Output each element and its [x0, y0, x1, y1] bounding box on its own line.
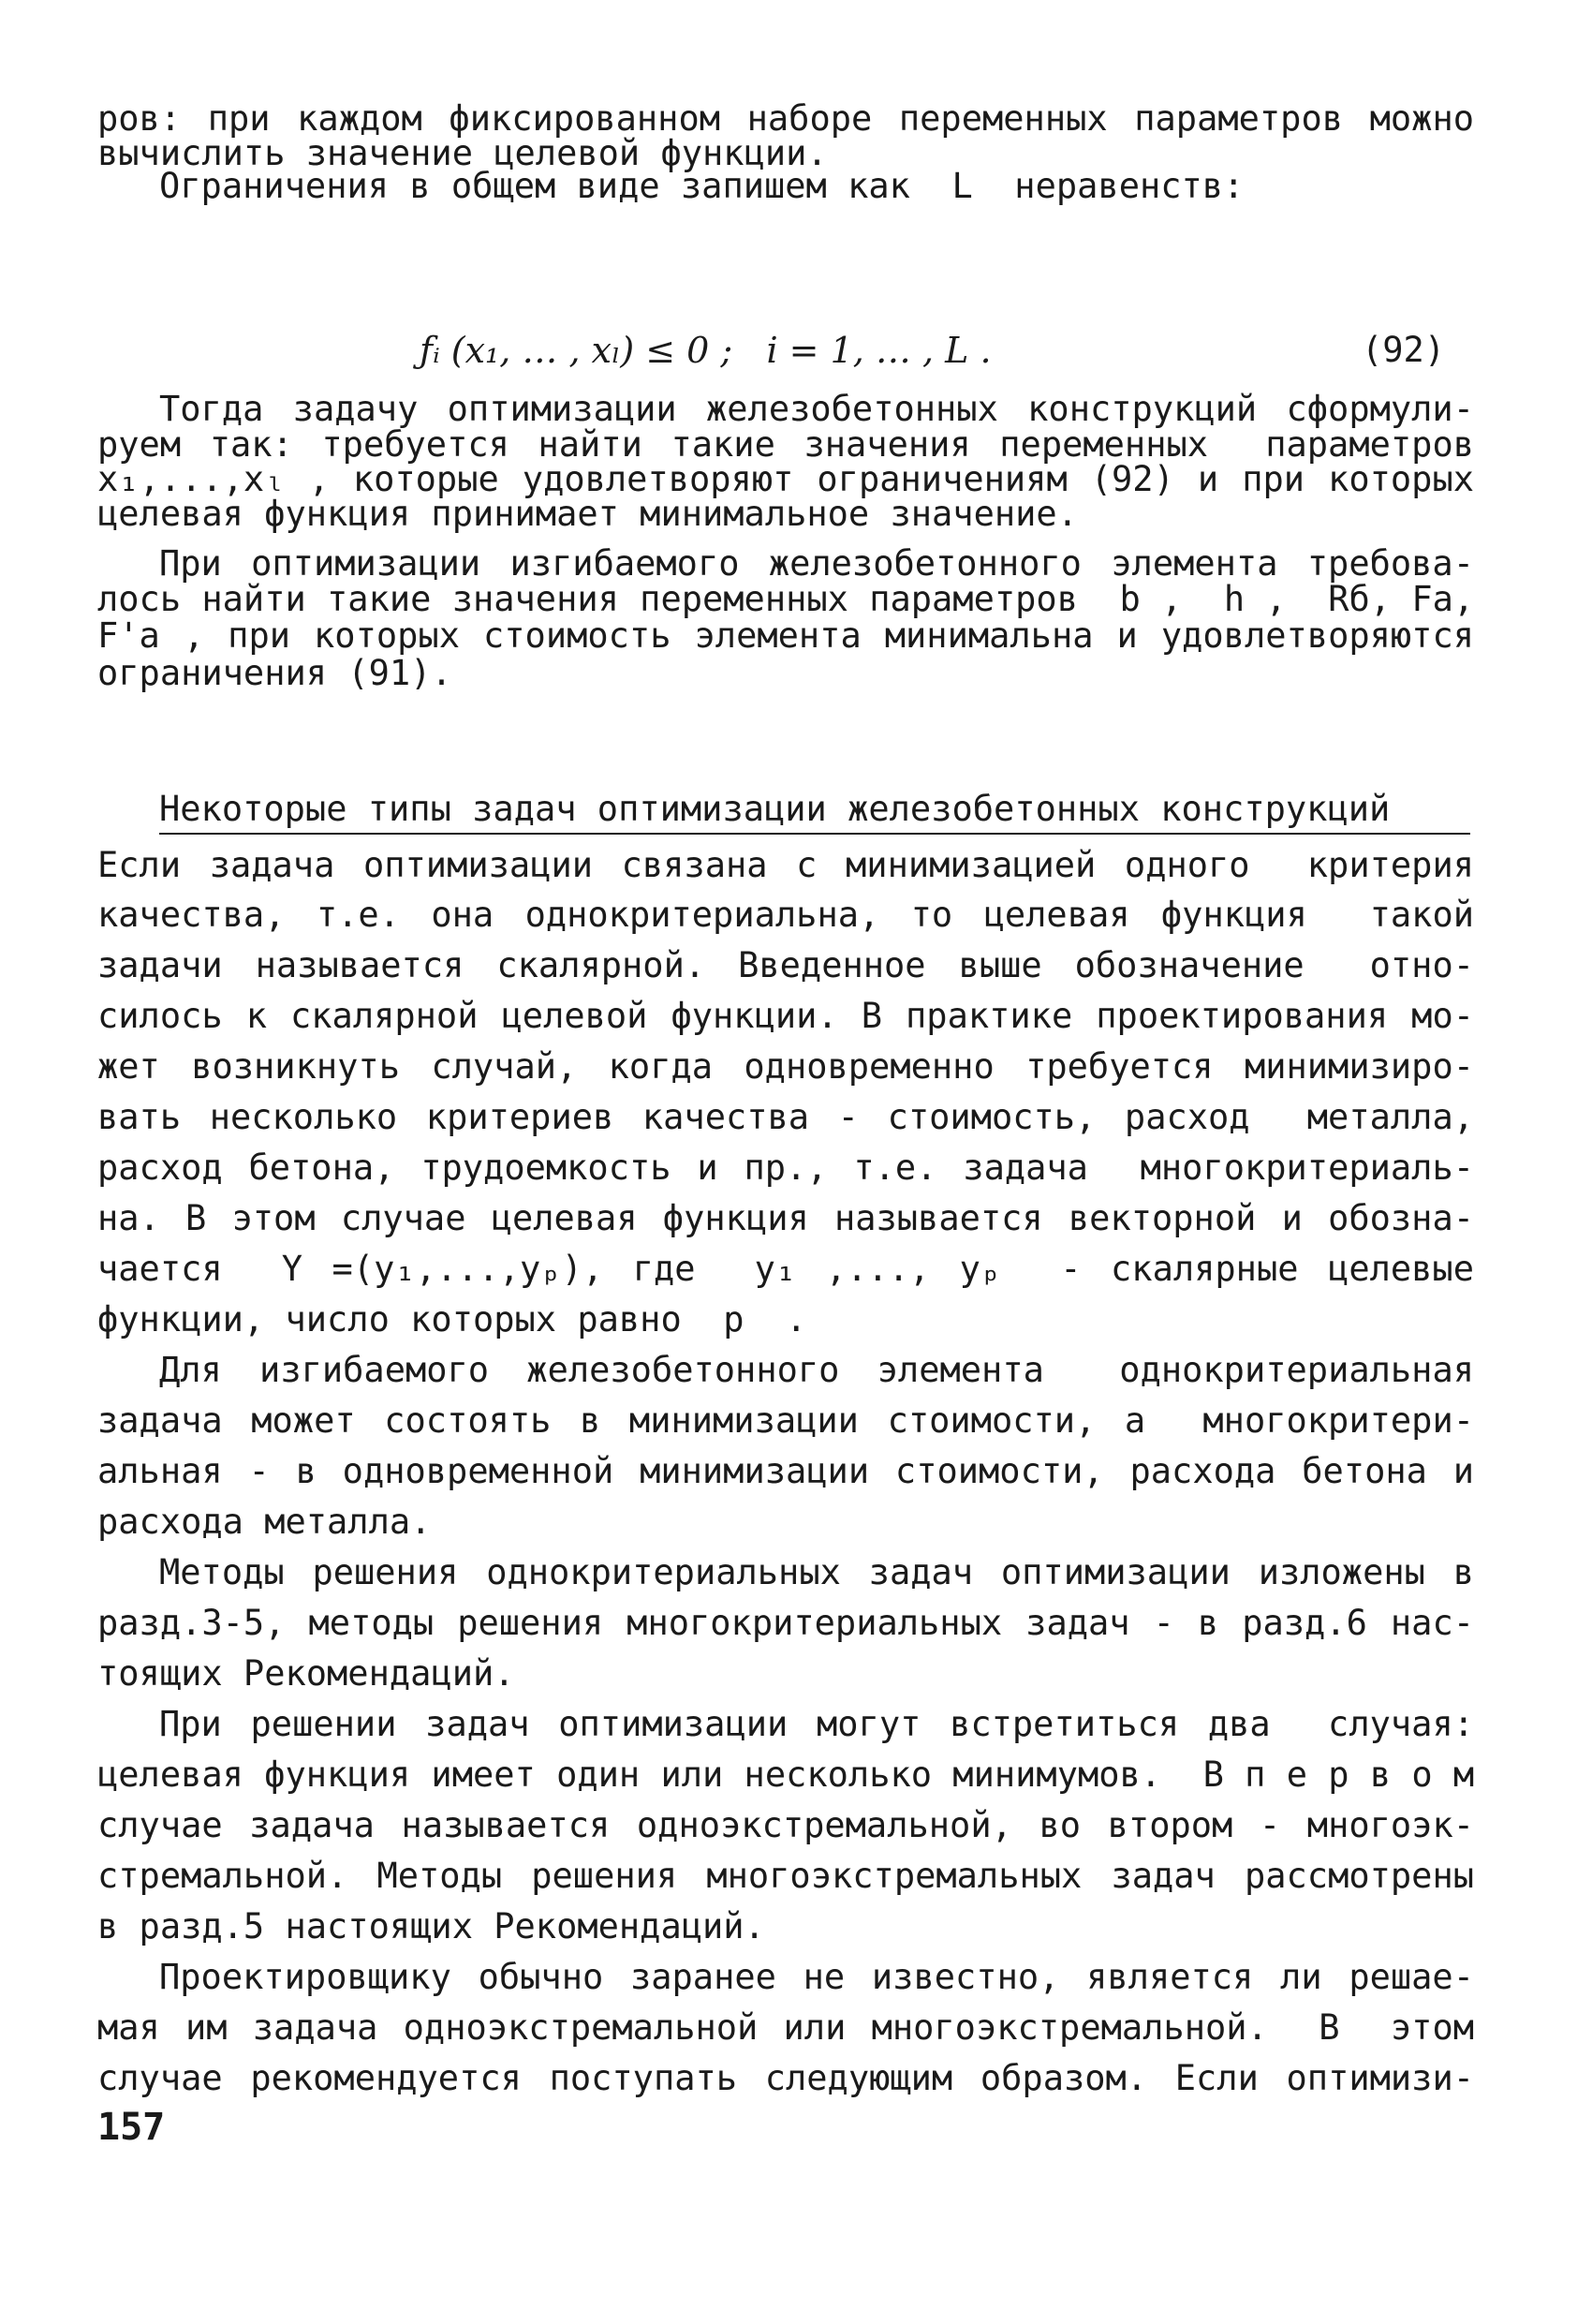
text-line: F'a , при которых стоимость элемента минимальна и удовлетворяются — [97, 615, 1474, 656]
text-line: тоящих Рекомендаций. — [97, 1653, 515, 1694]
text-line: мая им задача одноэкстремальной или многоэкстремальной. В этом — [97, 2007, 1474, 2048]
text-line: задачи называется скалярной. Введенное выше обозначение отно- — [97, 945, 1474, 985]
text-line: функции, число которых равно p . — [97, 1299, 807, 1340]
text-line: лось найти такие значения переменных параметров b , h , Rб, Fa, — [97, 579, 1475, 619]
text-line: силось к скалярной целевой функции. В практике проектирования мо- — [97, 996, 1474, 1036]
text-line: Ограничения в общем виде запишем как L неравенств: — [159, 166, 1245, 206]
formula-expression: ƒᵢ (x₁, … , xₗ) ≤ 0 ; i = 1, … , L . — [420, 330, 992, 371]
text-line: случае задача называется одноэкстремальной, во втором - многоэк- — [97, 1805, 1474, 1845]
text-line: При оптимизации изгибаемого железобетонного элемента требова- — [159, 543, 1474, 584]
text-line: При решении задач оптимизации могут встретиться два случая: — [159, 1704, 1474, 1744]
text-line: на. В этом случае целевая функция называется векторной и обозна- — [97, 1198, 1474, 1238]
text-line: Для изгибаемого железобетонного элемента однокритериальная — [159, 1350, 1474, 1390]
text-line: ров: при каждом фиксированном наборе переменных параметров можно — [97, 98, 1474, 139]
text-line: Если задача оптимизации связана с минимизацией одного критерия — [97, 845, 1474, 885]
page-number: 157 — [97, 2106, 166, 2149]
text-line: альная - в одновременной минимизации стоимости, расхода бетона и — [97, 1451, 1474, 1491]
text-line: вычислить значение целевой функции. — [97, 133, 828, 173]
text-line: Методы решения однокритериальных задач оптимизации изложены в — [159, 1552, 1474, 1592]
text-line: расхода металла. — [97, 1502, 432, 1542]
section-heading: Некоторые типы задач оптимизации железобетонных конструкций — [159, 789, 1391, 829]
text-line: задача может состоять в минимизации стоимости, а многокритери- — [97, 1400, 1474, 1441]
text-line: Проектировщику обычно заранее не известно, является ли решае- — [159, 1957, 1474, 1997]
text-line: чается Y =(y₁,...,yₚ), где y₁ ,..., yₚ - скалярные целевые — [97, 1249, 1474, 1289]
equation-number: (92) — [1362, 330, 1446, 370]
text-line: ограничения (91). — [97, 653, 452, 693]
heading-underline — [159, 833, 1470, 835]
text-line: случае рекомендуется поступать следующим образом. Если оптимизи- — [97, 2058, 1474, 2098]
equation-92 — [0, 330, 1592, 377]
text-line: руем так: требуется найти такие значения переменных параметров — [97, 424, 1474, 465]
text-line: x₁,...,xₗ , которые удовлетворяют ограничениям (92) и при которых — [97, 459, 1474, 499]
text-line: вать несколько критериев качества - стоимость, расход металла, — [97, 1097, 1474, 1137]
text-line: стремальной. Методы решения многоэкстремальных задач рассмотрены — [97, 1856, 1474, 1896]
text-line: жет возникнуть случай, когда одновременно требуется минимизиро- — [97, 1046, 1474, 1087]
text-line: Тогда задачу оптимизации железобетонных конструкций сформули- — [159, 389, 1474, 429]
text-line: качества, т.е. она однокритериальна, то целевая функция такой — [97, 895, 1474, 935]
text-line: целевая функция имеет один или несколько минимумов. В п е р в о м — [97, 1754, 1475, 1795]
text-line: в разд.5 настоящих Рекомендаций. — [97, 1906, 765, 1947]
text-line: расход бетона, трудоемкость и пр., т.е. задача многокритериаль- — [97, 1147, 1474, 1188]
text-line: разд.3-5, методы решения многокритериальных задач - в разд.6 нас- — [97, 1603, 1474, 1643]
text-line: целевая функция принимает минимальное значение. — [97, 494, 1078, 534]
